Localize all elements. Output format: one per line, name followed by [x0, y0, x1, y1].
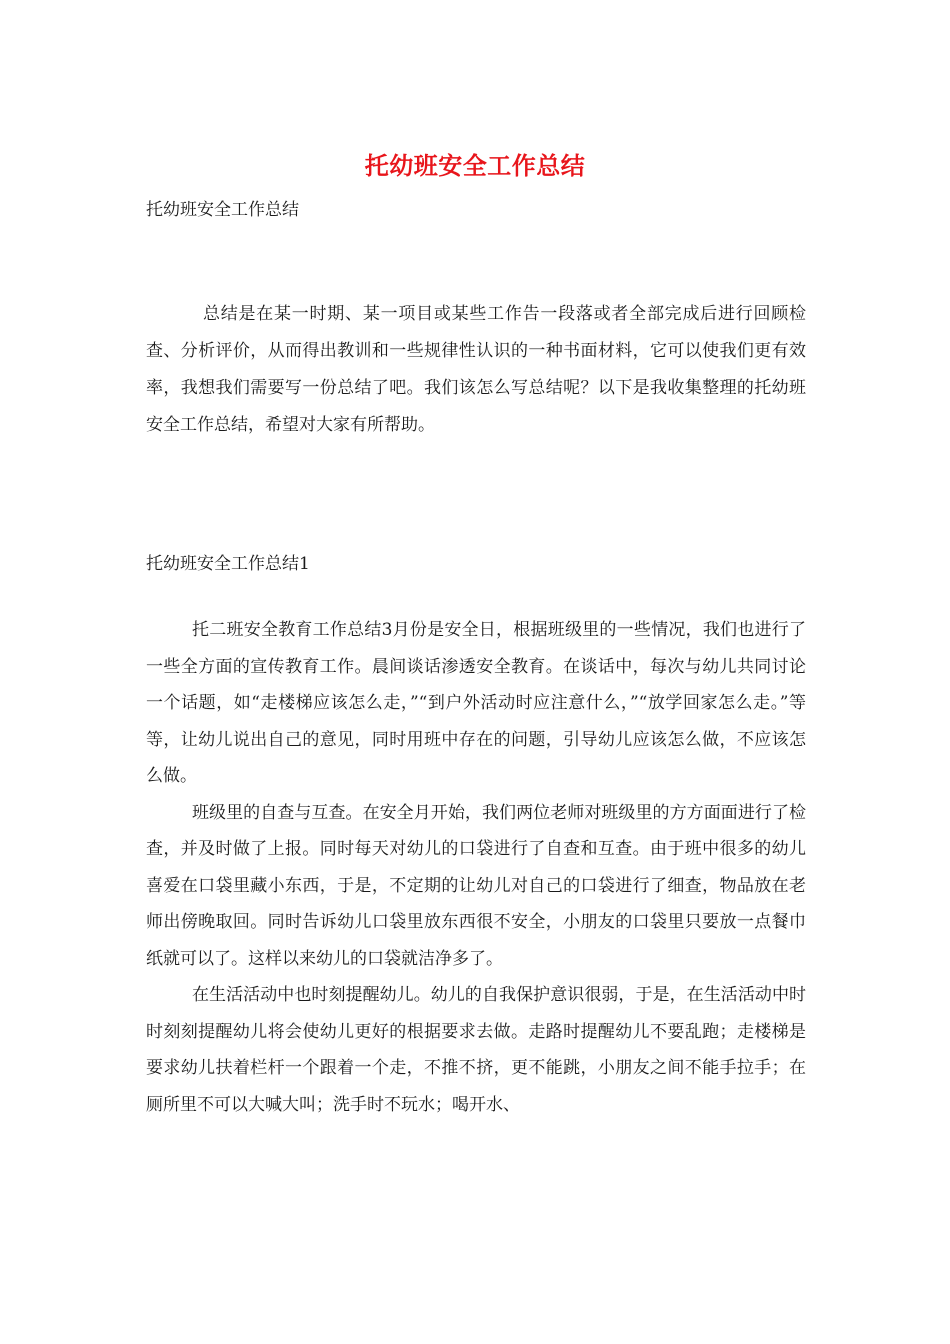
- body-paragraph-1: 托二班安全教育工作总结3月份是安全日，根据班级里的一些情况，我们也进行了一些全方面的宣传教育工作。晨间谈话渗透安全教育。在谈话中，每次与幼儿共同讨论一个话题，如“走楼梯应该怎么走，”“到户外活动时应注意什么，”“放学回家怎么走。”等等，让幼儿说出自己的意见，同时用班中存在的问题，引导幼儿应该怎么做，不应该怎么做。: [146, 620, 806, 786]
- document-title: 托幼班安全工作总结: [364, 151, 586, 180]
- body-paragraph-2: 班级里的自查与互查。在安全月开始，我们两位老师对班级里的方方面面进行了检查，并及时做了上报。同时每天对幼儿的口袋进行了自查和互查。由于班中很多的幼儿喜爱在口袋里藏小东西，于是，不定期的让幼儿对自己的口袋进行了细查，物品放在老师出傍晚取回。同时告诉幼儿口袋里放东西很不安全，小朋友的口袋里只要放一点餐巾纸就可以了。这样以来幼儿的口袋就洁净多了。: [146, 802, 806, 969]
- body-paragraph-3: 在生活活动中也时刻提醒幼儿。幼儿的自我保护意识很弱，于是，在生活活动中时时刻刻提醒幼儿将会使幼儿更好的根据要求去做。走路时提醒幼儿不要乱跑；走楼梯是要求幼儿扶着栏杆一个跟着一个走，不推不挤，更不能跳，小朋友之间不能手拉手；在厕所里不可以大喊大叫；洗手时不玩水；喝开水、: [146, 985, 806, 1115]
- section-body: [146, 612, 806, 1123]
- intro-paragraph: 总结是在某一时期、某一项目或某些工作告一段落或者全部完成后进行回顾检查、分析评价，从而得出教训和一些规律性认识的一种书面材料，它可以使我们更有效率，我想我们需要写一份总结了吧。我们该怎么写总结呢？以下是我收集整理的托幼班安全工作总结，希望对大家有所帮助。: [146, 304, 806, 435]
- section-heading: 托幼班安全工作总结1: [146, 554, 310, 574]
- document-subtitle: 托幼班安全工作总结: [146, 200, 299, 220]
